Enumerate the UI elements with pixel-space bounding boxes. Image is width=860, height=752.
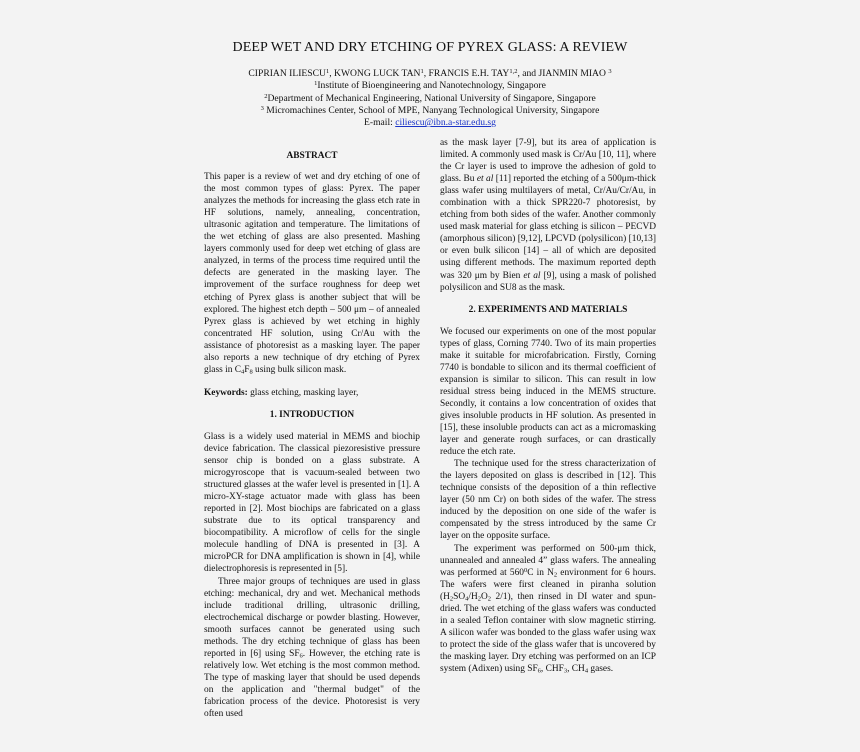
text-sub: 8 <box>249 368 253 376</box>
text-run: using bulk silicon mask. <box>252 364 347 375</box>
intro-continued-paragraph <box>440 137 656 294</box>
text-sub: 2 <box>477 595 482 603</box>
experiments-paragraph-2: The technique used for the stress characterization of the layers deposited on glass is described in [12]. This technique consists of the deposition of a thin reflective layer (50 nm Cr) on both sides of the wafer. The stress induced by the deposition on one side of the wafer is compensated by the stress introduced by the same Cr layer on the opposite surface. <box>440 459 656 542</box>
text-italic: et al <box>476 174 494 185</box>
text-run: This paper is a review of wet and dry etching of one of the most common types of glass: Pyrex. The paper analyzes the methods for increasing the glass etch rate in HF solutions, namely, annealing, concentration, ultrasonic agitation and temperature. The limitations of the wet etching of glass are also presented. Mashing layers commonly used for deep wet etching of glass are analyzed, in terms of the process time required until the defects are generated in the masking layer. The improvement of the surface roughness for deep wet etching of Pyrex glass is another subject that will be explored. The highest etch depth – 500 μm – of annealed Pyrex glass is achieved by wet etching in highly concentrated HF solution, using Cr/Au with the assistance of photoresist as a masking layer. The paper also reports a new technique of dry etching of Pyrex glass in C <box>204 172 420 375</box>
keywords-label: Keywords: <box>204 387 248 398</box>
text-run: . However, the etching rate is relatively low. Wet etching is the most common method. The type of masking layer that should be used depends on the application and "thermal budget" of the fabrication process of the device. Photoresist is very often used <box>204 648 420 720</box>
text-run: [11] reported the etching of a 500μm-thick glass wafer using multilayers of metal, Cr/Au/Cr/Au, in combination with a thick SPR220-7 photoresist, by etching from both sides of the wafer. Another commonly used mask material for glass etching is silicon – PECVD (amorphous silicon) [9,12], LPCVD (polysilicon) [10,13] or even bulk silicon [14] – all of which are deposited using different methods. The maximum reported depth was 320 μm by Bien <box>440 174 656 281</box>
affiliation-text: Department of Mechanical Engineering, National University of Singapore, Singapore <box>267 92 596 104</box>
affiliation <box>0 80 860 92</box>
affiliation <box>0 105 860 117</box>
right-column <box>440 137 656 675</box>
abstract-heading: ABSTRACT <box>286 151 338 161</box>
text-run: O <box>481 591 488 602</box>
experiments-heading: 2. EXPERIMENTS AND MATERIALS <box>468 304 628 315</box>
text-run: environment for 6 hours. The wafers were first cleaned in piranha solution (H <box>440 567 656 602</box>
text-run: /H <box>468 591 478 602</box>
author-name: FRANCIS E.H. TAY <box>428 68 510 79</box>
affiliation-text: Micromachines Center, School of MPE, Nanyang Technological University, Singapore <box>266 104 600 116</box>
author-sup: 1 <box>420 68 424 75</box>
intro-paragraph-2 <box>204 576 420 721</box>
introduction-heading: 1. INTRODUCTION <box>269 409 355 420</box>
left-column <box>204 150 420 720</box>
text-sub: 4 <box>465 595 469 603</box>
text-run: SO <box>453 591 466 602</box>
text-run: as the mask layer [7-9], but its area of application is limited. A commonly used mask is Cr/Au [10, 11], where the Cr layer is used to improve the adhesion of gold to glass. Bu <box>440 138 656 185</box>
text-run: [9], using a mask of polished polysilicon and SU8 as the mask. <box>440 270 657 293</box>
email-link[interactable]: ciliescu@ibn.a-star.edu.sg <box>395 117 496 129</box>
text-sub: 2 <box>553 571 558 579</box>
affiliation-text: Institute of Bioengineering and Nanotechnology, Singapore <box>317 80 546 92</box>
email-line <box>0 117 860 129</box>
text-run: C in N <box>527 567 554 578</box>
text-sub: 2 <box>449 595 454 603</box>
text-sub: 6 <box>537 667 541 675</box>
paper-title: DEEP WET AND DRY ETCHING OF PYREX GLASS: A REVIEW <box>232 40 628 55</box>
author-sup: 1 <box>325 68 330 75</box>
text-run: 2/1), then rinsed in DI water and spun-dried. The wet etching of the glass wafers was conducted in a sealed Teflon container with slow magnetic stirring. A silicon wafer was bonded to the glass wafer using wax to protect the side of the glass wafer that is uncovered by the masking layer. Dry etching was performed on an ICP system (Adixen) using SF <box>440 591 656 674</box>
text-sub: 6 <box>299 652 303 660</box>
text-sub: 4 <box>240 368 245 376</box>
author-line: CIPRIAN ILIESCU$^1$, KWONG LUCK TAN$^1$, FRANCIS E.H. TAY$^{1,2}$, and JIANMIN MIAO $^3$ <box>248 68 612 79</box>
author-sup: 1,2 <box>509 68 518 75</box>
intro-paragraph-1: Glass is a widely used material in MEMS and biochip device fabrication. The classical piezoresistive pressure sensor chip is bonded on a glass substrate. A microgyroscope that is vacuum-sealed between two structured glasses at the wafer level is presented in [1]. A micro-XY-stage actuator made with glass has been reported in [2]. Most biochips are fabricated on a glass substrate due to its optical transparency and biocompatibility. A microflow of cells for the single molecule handling of DNA is presented in [3]. A microPCR for DNA amplification is shown in [4], while dielectrophoresis is represented in [5]. <box>204 431 420 575</box>
author-name: and JIANMIN MIAO <box>522 68 606 79</box>
author-name: CIPRIAN ILIESCU <box>248 68 326 79</box>
email-label: E-mail: <box>364 117 393 129</box>
experiments-paragraph-3 <box>440 543 656 676</box>
author-block <box>0 68 860 129</box>
text-run: F <box>244 364 250 375</box>
abstract-text <box>204 171 420 376</box>
affiliation-sup: 3 <box>260 104 264 112</box>
text-run: , CHF <box>540 663 564 674</box>
text-sub: 4 <box>584 667 589 675</box>
affiliation-sup: 1 <box>314 80 318 88</box>
keywords-text: glass etching, masking layer, <box>247 387 359 398</box>
text-italic: et al <box>523 270 541 281</box>
text-sub: 3 <box>563 667 568 675</box>
text-sup: 0 <box>523 566 528 574</box>
author-sup: 3 <box>608 68 612 75</box>
affiliation <box>0 93 860 105</box>
text-run: , CH <box>567 663 585 674</box>
author-name: KWONG LUCK TAN <box>334 68 421 79</box>
experiments-paragraph-1: We focused our experiments on one of the most popular types of glass, Corning 7740. Two of its main properties make it suitable for microfabrication. Firstly, Corning 7740 is bondable to silicon and its thermal coefficient of expansion is similar to silicon. This can result in low residual stress being induced in the MEMS structure. Secondly, it contains a low concentration of oxides that gives insoluble products in HF solution. As presented in [15], these insoluble products can act as a micromasking layer and generate rough surfaces, or can drastically reduce the etch rate. <box>440 326 656 458</box>
text-run: gases. <box>588 663 614 674</box>
text-run: Three major groups of techniques are used in glass etching: mechanical, dry and wet. Mechanical methods include traditional drilling, ultrasonic drilling, electrochemical discharge or powder blasting. However, smooth surfaces cannot be generated using such methods. The dry etching technique of glass has been reported in [6] using SF <box>204 576 420 659</box>
keywords <box>204 387 420 399</box>
text-sub: 2 <box>487 595 492 603</box>
text-run: The experiment was performed on 500-μm thick, unannealed and annealed 4” glass wafers. The annealing was performed at 560 <box>440 543 656 578</box>
affiliation-sup: 2 <box>264 92 268 100</box>
